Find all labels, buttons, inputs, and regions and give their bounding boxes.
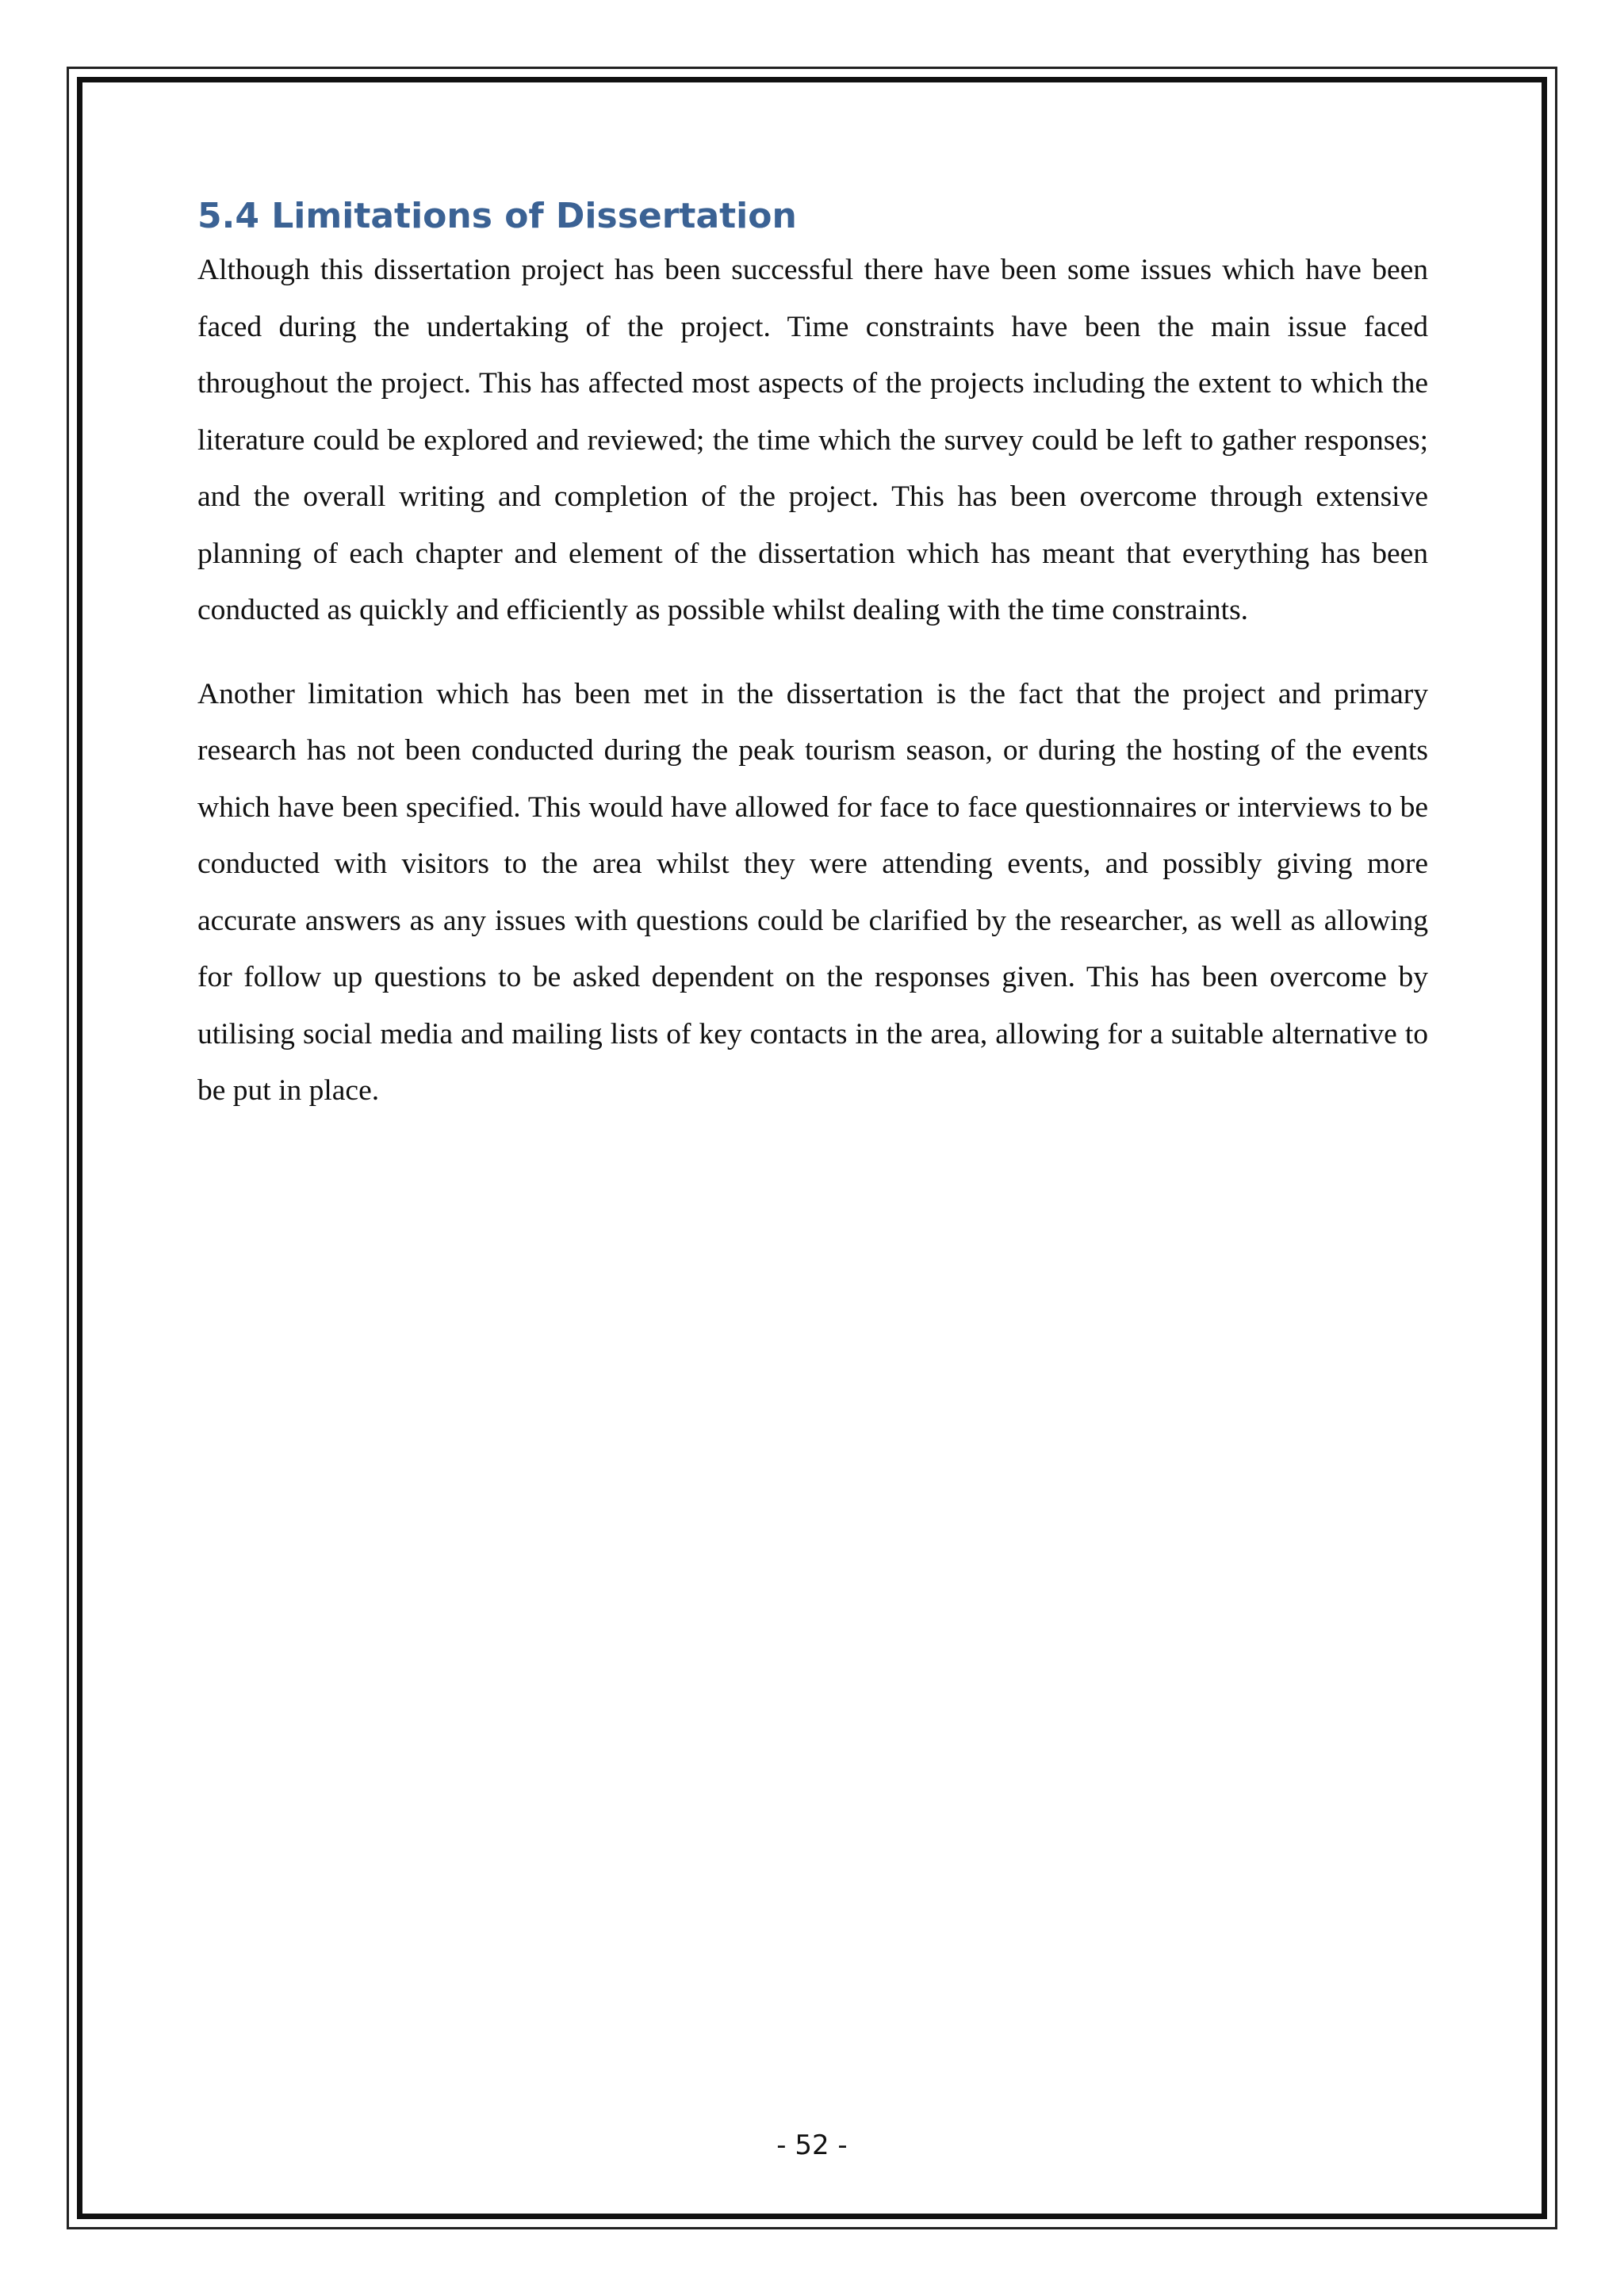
document-body — [197, 191, 1428, 1119]
paragraph-time-constraints: Although this dissertation project has been successful there have been some issues which have been faced during the undertaking of the project. Time constraints have been the main issue faced throughout the project. This has affected most aspects of the projects including the extent to which the literature could be explored and reviewed; the time which the survey could be left to gather responses; and the overall writing and completion of the project. This has been overcome through extensive planning of each chapter and element of the dissertation which has meant that everything has been conducted as quickly and efficiently as possible whilst dealing with the time constraints. — [197, 254, 1428, 626]
paragraph-peak-season: Another limitation which has been met in the dissertation is the fact that the project and primary research has not been conducted during the peak tourism season, or during the hosting of the events which have been specified. This would have allowed for face to face questionnaires or interviews to be conducted with visitors to the area whilst they were attending events, and possibly giving more accurate answers as any issues with questions could be clarified by the researcher, as well as allowing for follow up questions to be asked dependent on the responses given. This has been overcome by utilising social media and mailing lists of key contacts in the area, allowing for a suitable alternative to be put in place. — [197, 677, 1428, 1107]
page-number: - 52 - — [776, 2130, 848, 2161]
section-heading: 5.4 Limitations of Dissertation — [197, 196, 797, 236]
